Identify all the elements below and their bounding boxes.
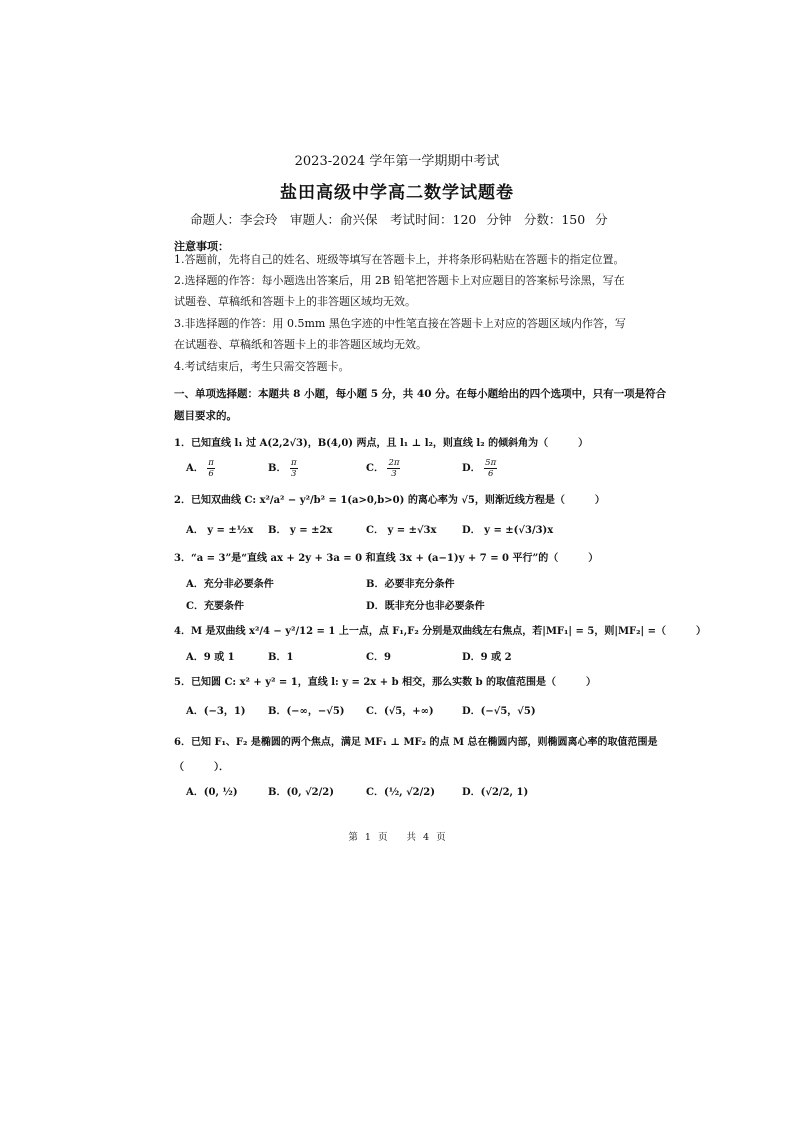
notice-line: 3.非选择题的作答：用 0.5mm 黑色字迹的中性笔直接在答题卡上对应的答题区域内作答，写 [174, 317, 626, 330]
q2-option-c: C． y = ±√3x [366, 525, 437, 536]
q2-option-d: D． y = ±(√3/3)x [462, 525, 554, 536]
notice-line: 2.选择题的作答：每小题选出答案后，用 2B 铅笔把答题卡上对应题目的答案标号涂黑，写在 [174, 274, 625, 287]
numerator: 5π [485, 458, 497, 468]
q3-option-d: D．既非充分也非必要条件 [366, 601, 485, 612]
notice-heading: 注意事项： [174, 240, 229, 253]
paper-title: 盐田高级中学高二数学试题卷 [280, 183, 514, 203]
q1-option-d [462, 458, 497, 479]
denominator: 6 [487, 469, 494, 479]
notice-line: 在试题卷、草稿纸和答题卡上的非答题区域均无效。 [174, 338, 427, 351]
q6-option-b: B．(0, √2/2) [268, 787, 334, 798]
question-3: 3．“a = 3”是“直线 ax + 2y + 3a = 0 和直线 3x + (a−1)y + 7 = 0 平行”的（ ） [174, 553, 599, 564]
q3-option-b: B．必要非充分条件 [366, 579, 455, 590]
q6-option-c: C．(½, √2/2) [366, 787, 435, 798]
q4-option-c: C．9 [366, 652, 391, 663]
question-2: 2．已知双曲线 C: x²/a² − y²/b² = 1(a>0,b>0) 的离心率为 √5，则渐近线方程是（ ） [174, 495, 605, 506]
denominator: 6 [208, 469, 214, 479]
fraction [207, 458, 215, 479]
q4-option-b: B．1 [268, 652, 294, 663]
question-6-cont: （ ）． [174, 762, 229, 773]
option-label: B． [268, 463, 287, 474]
q6-option-a: A．(0, ½) [186, 787, 238, 798]
q4-option-a: A．9 或 1 [186, 652, 235, 663]
notice-line: 1.答题前，先将自己的姓名、班级等填写在答题卡上，并将条形码粘贴在答题卡的指定位置。 [174, 253, 625, 266]
question-5: 5．已知圆 C: x² + y² = 1，直线 l: y = 2x + b 相交，那么实数 b 的取值范围是（ ） [174, 677, 597, 688]
notice-line: 试题卷、草稿纸和答题卡上的非答题区域均无效。 [174, 295, 416, 308]
option-label: A． [186, 463, 204, 474]
option-label: D． [462, 463, 481, 474]
q6-option-d: D．(√2/2, 1) [462, 787, 529, 798]
option-label: C． [366, 463, 384, 474]
q3-option-a: A．充分非必要条件 [186, 579, 274, 590]
section-heading: 一、单项选择题：本题共 8 小题，每小题 5 分，共 40 分。在每小题给出的四个选项中，只有一项是符合 [174, 388, 667, 400]
q1-option-b [268, 458, 298, 479]
denominator: 3 [291, 469, 297, 479]
q2-option-b: B． y = ±2x [268, 525, 333, 536]
page-footer: 第 1 页 共 4 页 [348, 832, 446, 843]
fraction [484, 458, 497, 479]
exam-title: 2023-2024 学年第一学期期中考试 [294, 154, 500, 169]
q5-option-a: A．(−3，1) [186, 706, 246, 717]
q5-option-d: D．(−√5，√5) [462, 706, 536, 717]
q5-option-c: C．(√5，+∞) [366, 706, 434, 717]
denominator: 3 [391, 469, 397, 479]
fraction [290, 458, 298, 479]
numerator: π [208, 458, 214, 468]
paper-meta: 命题人：李会玲 审题人：俞兴保 考试时间：120 分钟 分数：150 分 [190, 212, 608, 227]
question-1: 1．已知直线 l₁ 过 A(2,2√3)，B(4,0) 两点，且 l₁ ⊥ l₂，则直线 l₂ 的倾斜角为（ ） [174, 438, 589, 449]
notice-line: 4.考试结束后，考生只需交答题卡。 [174, 360, 350, 373]
q1-option-a [186, 458, 215, 479]
numerator: 2π [388, 458, 400, 468]
fraction [387, 458, 400, 479]
section-heading-cont: 题目要求的。 [174, 410, 237, 422]
q3-option-c: C．充要条件 [186, 601, 244, 612]
q2-option-a: A． y = ±½x [186, 525, 254, 536]
q4-option-d: D．9 或 2 [462, 652, 512, 663]
numerator: π [290, 458, 297, 468]
question-6: 6．已知 F₁、F₂ 是椭圆的两个焦点，满足 MF₁ ⊥ MF₂ 的点 M 总在椭圆内部，则椭圆离心率的取值范围是 [174, 737, 658, 748]
q1-option-c [366, 458, 400, 479]
q5-option-b: B．(−∞，−√5) [268, 706, 345, 717]
question-4: 4．M 是双曲线 x²/4 − y²/12 = 1 上一点，点 F₁,F₂ 分别是双曲线左右焦点，若|MF₁| = 5，则|MF₂| =（ ） [174, 626, 707, 637]
